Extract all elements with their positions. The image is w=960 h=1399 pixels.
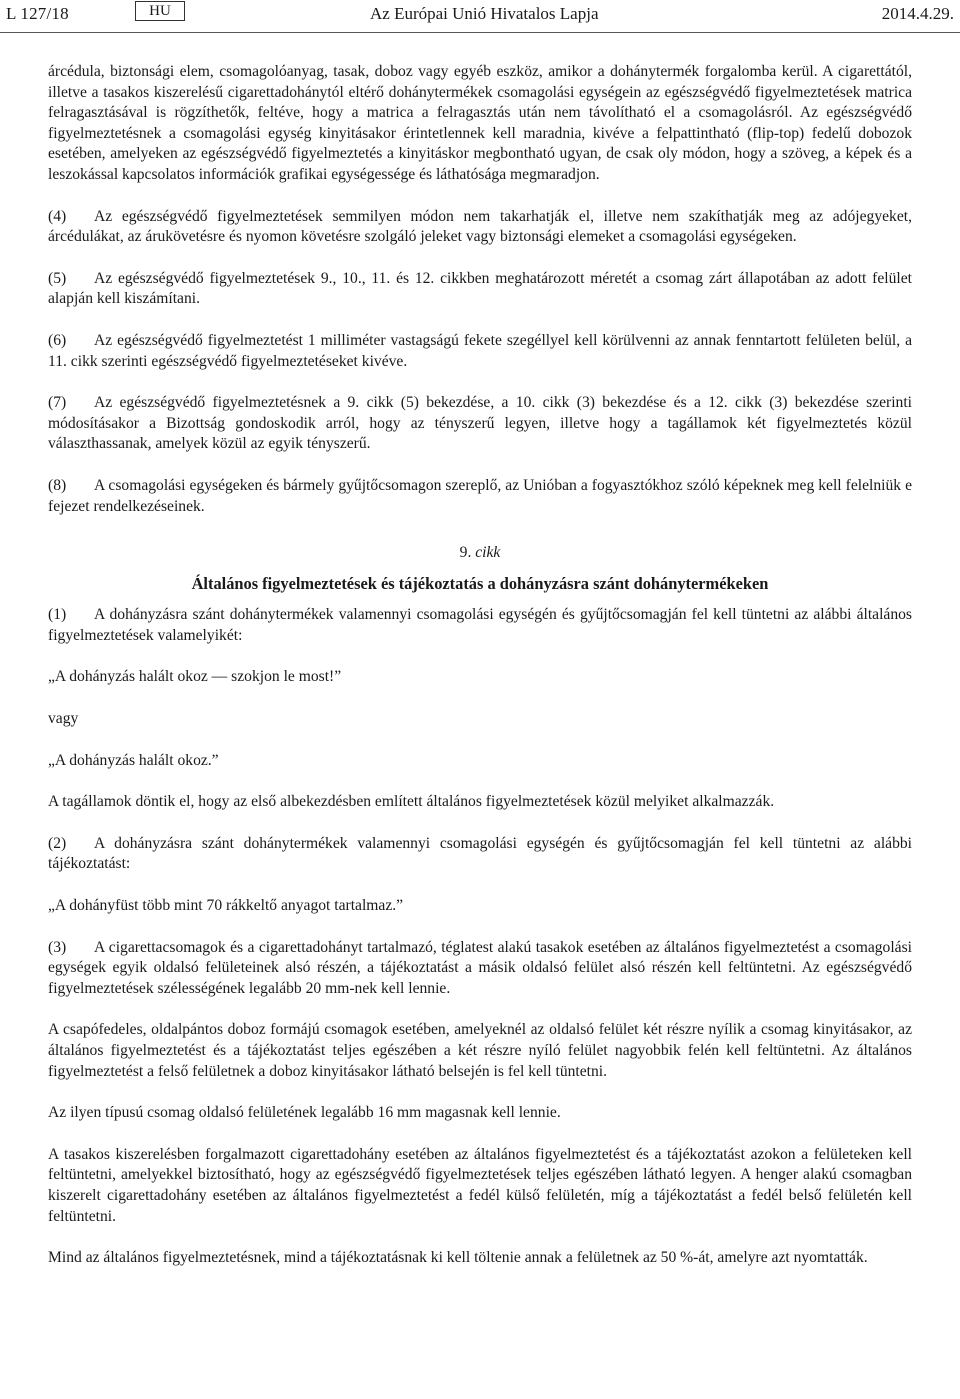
or-separator: vagy	[48, 710, 79, 728]
paragraph-number: (3)	[48, 938, 67, 956]
paragraph-text: Az egészségvédő figyelmeztetések semmilyen módon nem takarhatják el, illetve nem szakíthatják meg az adójegyeket, árcédulákat, az árukövetésre és nyomon követésre szolgáló jeleket vagy biztonsági elemeket a csomagolási egységeken.	[48, 207, 912, 246]
journal-title: Az Európai Unió Hivatalos Lapja	[370, 4, 599, 23]
height-requirement-paragraph: Az ilyen típusú csomag oldalsó felületének legalább 16 mm magasnak kell lennie.	[48, 1104, 561, 1122]
article-number-value: 9.	[459, 544, 472, 562]
paragraph-8	[48, 476, 912, 517]
article-number	[48, 543, 912, 564]
paragraph-text: A csomagolási egységeken és bármely gyűjtőcsomagon szereplő, az Unióban a fogyasztókhoz szóló képeknek meg kell felelniük e fejezet rendelkezéseinek.	[48, 476, 912, 515]
article-title: Általános figyelmeztetések és tájékoztatás a dohányzásra szánt dohánytermékeken	[191, 573, 769, 593]
article-paragraph-1	[48, 605, 912, 646]
paragraph-number: (7)	[48, 394, 67, 412]
paragraph-6	[48, 331, 912, 372]
coverage-paragraph: Mind az általános figyelmeztetésnek, mind a tájékoztatásnak ki kell töltenie annak a felületnek az 50 %-át, amelyre azt nyomtatták.	[48, 1249, 868, 1267]
article-paragraph-3	[48, 938, 912, 1000]
paragraph-number: (6)	[48, 331, 67, 349]
paragraph-text: Az egészségvédő figyelmeztetések 9., 10., 11. és 12. cikkben meghatározott méretét a csomag zárt állapotában az adott felület alapján kell kiszámítani.	[48, 269, 912, 308]
paragraph-text: A cigarettacsomagok és a cigarettadohányt tartalmazó, téglatest alakú tasakok esetében az általános figyelmeztetést a csomagolási egységek egyik oldalsó felületeinek alsó részén, a tájékoztatást a másik oldalsó felület alsó részén kell feltüntetni. Az egészségvédő figyelmeztetések szélességének legalább 20 mm-nek kell lennie.	[48, 938, 912, 997]
paragraph-number: (8)	[48, 476, 67, 494]
flip-top-paragraph: A csapófedeles, oldalpántos doboz formájú csomagok esetében, amelyeknél az oldalsó felület két részre nyílik a csomag kinyitásakor, az általános figyelmeztetést és a tájékoztatást teljes egészében a két részre nyíló felület nagyobbik felén kell feltüntetni. Az általános figyelmeztetést a felső felületnek a doboz kinyitásakor látható belsején is fel kell tüntetni.	[48, 1021, 912, 1080]
member-state-choice: A tagállamok döntik el, hogy az első albekezdésben említett általános figyelmeztetések közül melyiket alkalmazzák.	[48, 793, 775, 811]
pouch-paragraph: A tasakos kiszerelésben forgalmazott cigarettadohány esetében az általános figyelmeztetést és a tájékoztatást azokon a felületeken kell feltüntetni, amelyekkel biztosítható, hogy az egészségvédő figyelmeztetések teljes egészében látható legyen. A henger alakú csomagban kiszerelt cigarettadohány esetében az általános figyelmeztetést a fedél külső felületén, míg a tájékoztatást a fedél belső felületén kell feltüntetni.	[48, 1145, 912, 1225]
publication-date: 2014.4.29.	[881, 4, 954, 23]
paragraph-text: Az egészségvédő figyelmeztetést 1 milliméter vastagságú fekete szegéllyel kell körülvenni az annak fenntartott felületen belül, a 11. cikk szerinti egészségvédő figyelmeztetéseket kivéve.	[48, 331, 912, 370]
paragraph-number: (2)	[48, 834, 67, 852]
page-header	[0, 0, 960, 34]
article-word: cikk	[475, 544, 501, 562]
quoted-information-message: „A dohányfüst több mint 70 rákkeltő anyagot tartalmaz.”	[48, 897, 404, 915]
language-badge: HU	[135, 1, 185, 21]
header-divider	[0, 32, 960, 33]
quoted-warning-2: „A dohányzás halált okoz.”	[48, 751, 219, 769]
paragraph-number: (1)	[48, 606, 67, 624]
document-body	[48, 62, 912, 1290]
paragraph-text: A dohányzásra szánt dohánytermékek valamennyi csomagolási egységén és gyűjtőcsomagján fel kell tüntetni az alábbi tájékoztatást:	[48, 834, 912, 873]
paragraph-text: Az egészségvédő figyelmeztetésnek a 9. cikk (5) bekezdése, a 10. cikk (3) bekezdése és a 12. cikk (3) bekezdése szerinti módosításakor a Bizottság gondoskodik arról, hogy az tényszerű legyen, illetve hogy a tagállamok két figyelmeztetés közül választhassanak, amelyek közül az egyik tényszerű.	[48, 394, 912, 453]
paragraph-number: (4)	[48, 207, 67, 225]
quoted-warning-1: „A dohányzás halált okoz — szokjon le most!”	[48, 668, 342, 686]
page-reference: L 127/18	[6, 4, 69, 23]
paragraph-7	[48, 393, 912, 455]
article-paragraph-2	[48, 834, 912, 875]
intro-paragraph: árcédula, biztonsági elem, csomagolóanyag, tasak, doboz vagy egyéb eszköz, amikor a dohánytermék forgalomba kerül. A cigarettától, illetve a tasakos kiszerelésű cigarettadohánytól eltérő dohánytermékek csomagolási egységein az egészségvédő figyelmeztetések matrica felragasztásával is rögzíthetők, feltéve, hogy a matrica a felragasztás után nem távolítható el a csomagolásról. Az egészségvédő figyelmeztetésnek a csomagolási egység kinyitásakor érintetlennek kell maradnia, kivéve a felpattintható (flip-top) fedelű dobozok esetében, amelyeken az egészségvédő figyelmeztetés a kinyitáskor megbontható ugyan, de csak oly módon, hogy a szöveg, a képek és a leszokással kapcsolatos információk grafikai egységessége és láthatósága megmaradjon.	[48, 63, 912, 183]
paragraph-number: (5)	[48, 269, 67, 287]
paragraph-5	[48, 269, 912, 310]
paragraph-text: A dohányzásra szánt dohánytermékek valamennyi csomagolási egységén és gyűjtőcsomagján fel kell tüntetni az alábbi általános figyelmeztetések valamelyikét:	[48, 606, 912, 644]
paragraph-4	[48, 207, 912, 248]
